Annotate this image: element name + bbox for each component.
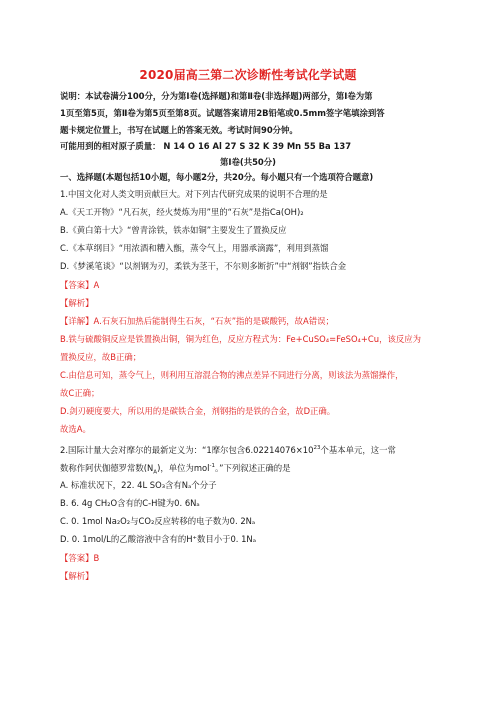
q2-stem-2-sub: A <box>153 469 158 476</box>
q1-answer: 【答案】A <box>60 280 100 290</box>
q2-stem-2-mid: )，单位为mol <box>157 462 210 473</box>
q2-stem-2-exp: -1 <box>209 463 215 469</box>
instructions-line-2: 1页至第5页，第Ⅱ卷为第5页至第8页。试题答案请用2B铅笔或0.5mm签字笔填涂到答 <box>60 108 385 118</box>
section1-heading: 一、选择题(本题包括10小题，每小题2分，共20分。每小题只有一个选项符合题意) <box>60 172 374 182</box>
q2-stem-line-2 <box>60 461 290 477</box>
atomic-masses: 可能用到的相对原子质量： N 14 O 16 Al 27 S 32 K 39 Mn 55 Ba 137 <box>60 141 352 151</box>
q1-analysis-label: 【解析】 <box>60 298 94 308</box>
q1-option-d: D.《梦溪笔谈》“以剂钢为刃，柔铁为茎干，不尔则多断折”中“剂钢”指铁合金 <box>60 261 347 271</box>
q2-stem-line-1 <box>60 443 396 455</box>
q1-option-b: B.《黄白第十大》“曾青涂铁，铁赤如铜”主要发生了置换反应 <box>60 225 287 235</box>
q2-stem-2-post: 。”下列叙述正确的是 <box>214 462 291 473</box>
q1-detail-a: 【详解】A.石灰石加热后能制得生石灰，“石灰”指的是碳酸钙，故A错误； <box>60 316 334 326</box>
part1-header: 第Ⅰ卷(共50分) <box>220 157 276 167</box>
q2-option-c: C. 0. 1mol Na₂O₂与CO₂反应转移的电子数为0. 2Nₐ <box>60 516 256 526</box>
q2-stem-1-exp: 23 <box>313 445 321 451</box>
q1-detail-b-cont: 置换反应，故B正确； <box>60 352 142 362</box>
q2-stem-1-pre: 2.国际计量大会对摩尔的最新定义为：“1摩尔包含6.02214076×10 <box>60 444 314 455</box>
q2-option-a: A. 标准状况下，22. 4L SO₃含有Nₐ个分子 <box>60 480 217 490</box>
q1-detail-d: D.剑刃硬度要大，所以用的是碳铁合金，剂钢指的是铁的合金，故D正确。 <box>60 406 336 416</box>
q2-analysis-label: 【解析】 <box>60 571 94 581</box>
instructions-line-3: 题卡规定位置上，书写在试题上的答案无效。考试时间90分钟。 <box>60 125 298 135</box>
q1-option-a: A.《天工开物》“凡石灰，经火焚炼为用”里的“石灰”是指Ca(OH)₂ <box>60 207 304 217</box>
q1-stem: 1.中国文化对人类文明贡献巨大。对下列古代研究成果的说明不合理的是 <box>60 189 328 199</box>
instructions-line-1: 说明：本试卷满分100分，分为第Ⅰ卷(选择题)和第Ⅱ卷(非选择题)两部分，第Ⅰ卷为第 <box>60 91 373 101</box>
q2-option-b: B. 6. 4g CH₂O含有的C-H键为0. 6Nₐ <box>60 498 200 508</box>
q1-detail-c-cont: 故C正确； <box>60 388 100 398</box>
q1-conclusion: 故选A。 <box>60 424 91 434</box>
q2-stem-1-post: 个基本单元，这一常 <box>320 444 396 455</box>
q1-option-c: C.《本草纲目》“用浓酒和糟入甑，蒸令气上，用器承滴露”，利用到蒸馏 <box>60 243 329 253</box>
q1-detail-c: C.由信息可知，蒸令气上，则利用互溶混合物的沸点差异不同进行分离，则该法为蒸馏操作， <box>60 370 404 380</box>
q2-option-d: D. 0. 1mol/L的乙酸溶液中含有的H⁺数目小于0. 1Nₐ <box>60 534 256 544</box>
q2-stem-2-pre: 数称作阿伏伽德罗常数(N <box>60 462 154 473</box>
q1-detail-b: B.铁与硫酸铜反应是铁置换出铜，铜为红色，反应方程式为：Fe+CuSO₄=FeSO₄+Cu，该反应为 <box>60 334 421 344</box>
exam-title: 2020届高三第二次诊断性考试化学试题 <box>139 68 357 82</box>
q2-answer: 【答案】B <box>60 553 100 563</box>
